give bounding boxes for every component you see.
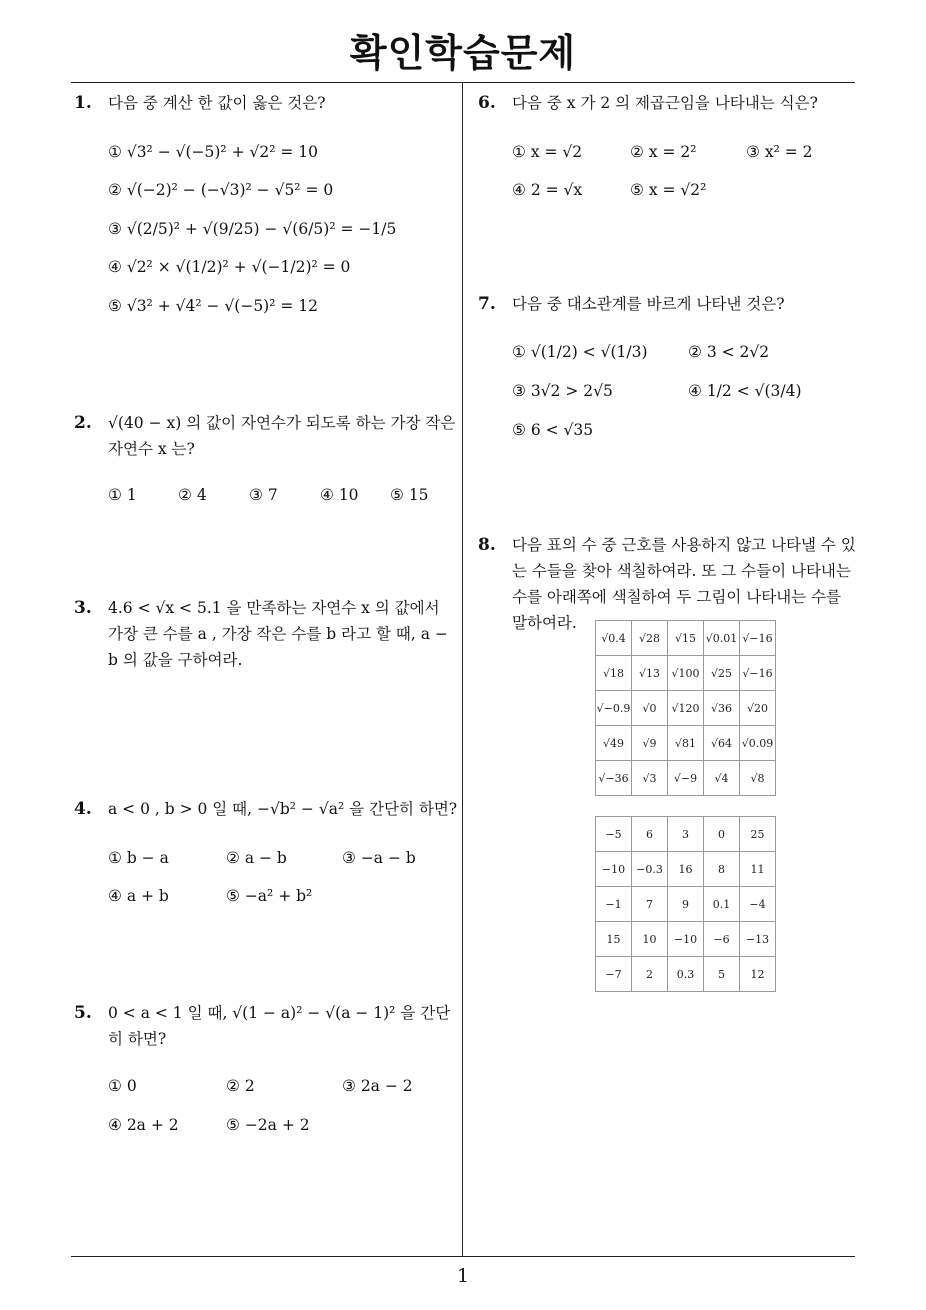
page-title: 확인학습문제 [349, 31, 577, 75]
table-cell[interactable]: 3 [668, 817, 704, 852]
question-number: 8. [478, 535, 496, 555]
question-text: √(40 − x) 의 값이 자연수가 되도록 하는 가장 작은 자연수 x 는? [108, 414, 456, 458]
question-number: 1. [74, 93, 92, 113]
table-cell[interactable]: 12 [740, 957, 776, 992]
table-row [596, 726, 776, 761]
table-cell[interactable]: −10 [668, 922, 704, 957]
option-4[interactable]: ④ a + b [108, 887, 169, 905]
table-cell[interactable]: 16 [668, 852, 704, 887]
option-1[interactable]: ① 0 [108, 1077, 137, 1095]
table-row [596, 761, 776, 796]
option-3[interactable]: ③ 2a − 2 [342, 1077, 413, 1095]
table-cell[interactable]: 11 [740, 852, 776, 887]
option-1[interactable]: ① b − a [108, 849, 169, 867]
table-cell[interactable]: 25 [740, 817, 776, 852]
sqrt-grid-table [595, 620, 776, 796]
table-cell[interactable]: √0 [632, 691, 668, 726]
table-cell[interactable]: 15 [596, 922, 632, 957]
page-number: 1 [456, 1265, 470, 1287]
table-cell[interactable]: √36 [704, 691, 740, 726]
option-5[interactable]: ⑤ x = √2² [630, 181, 707, 199]
table-cell[interactable]: √−0.9 [596, 691, 632, 726]
table-row [596, 817, 776, 852]
question-number: 6. [478, 93, 496, 113]
question-6 [478, 90, 858, 116]
table-cell[interactable]: −4 [740, 887, 776, 922]
option-3[interactable]: ③ x² = 2 [746, 143, 813, 161]
table-cell[interactable]: √81 [668, 726, 704, 761]
table-cell[interactable]: 9 [668, 887, 704, 922]
table-cell[interactable]: √49 [596, 726, 632, 761]
question-7 [478, 291, 858, 317]
question-text: 다음 중 대소관계를 바르게 나타낸 것은? [512, 295, 785, 313]
table-cell[interactable]: −1 [596, 887, 632, 922]
option-4[interactable]: ④ 2a + 2 [108, 1116, 179, 1134]
table-cell[interactable]: −10 [596, 852, 632, 887]
table-cell[interactable]: −13 [740, 922, 776, 957]
table-cell[interactable]: 0 [704, 817, 740, 852]
question-number: 3. [74, 598, 92, 618]
option-2[interactable]: ② √(−2)² − (−√3)² − √5² = 0 [108, 181, 334, 199]
table-cell[interactable]: √3 [632, 761, 668, 796]
table-cell[interactable]: −6 [704, 922, 740, 957]
table-cell[interactable]: √0.09 [740, 726, 776, 761]
question-number: 2. [74, 413, 92, 433]
question-number: 4. [74, 799, 92, 819]
option-4[interactable]: ④ 10 [320, 486, 359, 504]
question-1 [74, 90, 459, 116]
table-cell[interactable]: √4 [704, 761, 740, 796]
table-row [596, 922, 776, 957]
question-text: 다음 표의 수 중 근호를 사용하지 않고 나타낼 수 있는 수들을 찾아 색칠하여라. 또 그 수들이 나타내는 수를 아래쪽에 색칠하여 두 그림이 나타내는 수를 말하여라. [512, 536, 856, 632]
table-cell[interactable]: 10 [632, 922, 668, 957]
table-cell[interactable]: 6 [632, 817, 668, 852]
table-cell[interactable]: √9 [632, 726, 668, 761]
option-1[interactable]: ① x = √2 [512, 143, 583, 161]
table-cell[interactable]: √15 [668, 621, 704, 656]
option-1[interactable]: ① 1 [108, 486, 137, 504]
option-3[interactable]: ③ 7 [249, 486, 278, 504]
table-cell[interactable]: √−16 [740, 656, 776, 691]
option-2[interactable]: ② 3 < 2√2 [688, 343, 770, 361]
table-row [596, 887, 776, 922]
table-cell[interactable]: √28 [632, 621, 668, 656]
top-rule [71, 82, 855, 83]
option-4[interactable]: ④ √2² × √(1/2)² + √(−1/2)² = 0 [108, 258, 351, 276]
question-5 [74, 1000, 459, 1052]
table-cell[interactable]: √−36 [596, 761, 632, 796]
question-text: 4.6 < √x < 5.1 을 만족하는 자연수 x 의 값에서 가장 큰 수를 a , 가장 작은 수를 b 라고 할 때, a − b 의 값을 구하여라. [108, 599, 448, 669]
table-cell[interactable]: √18 [596, 656, 632, 691]
table-cell[interactable]: 0.1 [704, 887, 740, 922]
table-cell[interactable]: √13 [632, 656, 668, 691]
option-5[interactable]: ⑤ −2a + 2 [226, 1116, 310, 1134]
table-row [596, 691, 776, 726]
table-cell[interactable]: √120 [668, 691, 704, 726]
table-cell[interactable]: √0.4 [596, 621, 632, 656]
question-4 [74, 796, 459, 822]
table-cell[interactable]: 2 [632, 957, 668, 992]
table-row [596, 957, 776, 992]
option-3[interactable]: ③ −a − b [342, 849, 416, 867]
table-cell[interactable]: √20 [740, 691, 776, 726]
question-number: 5. [74, 1003, 92, 1023]
option-5[interactable]: ⑤ √3² + √4² − √(−5)² = 12 [108, 297, 319, 315]
table-cell[interactable]: −5 [596, 817, 632, 852]
option-4[interactable]: ④ 2 = √x [512, 181, 583, 199]
option-3[interactable]: ③ 3√2 > 2√5 [512, 382, 613, 400]
question-2 [74, 410, 459, 462]
table-cell[interactable]: √0.01 [704, 621, 740, 656]
option-5[interactable]: ⑤ 15 [390, 486, 429, 504]
table-cell[interactable]: √100 [668, 656, 704, 691]
option-4[interactable]: ④ 1/2 < √(3/4) [688, 382, 802, 400]
column-divider [462, 82, 463, 1257]
table-cell[interactable]: −0.3 [632, 852, 668, 887]
table-cell[interactable]: √8 [740, 761, 776, 796]
option-1[interactable]: ① √(1/2) < √(1/3) [512, 343, 648, 361]
table-cell[interactable]: √−9 [668, 761, 704, 796]
question-text: 다음 중 계산 한 값이 옳은 것은? [108, 94, 326, 112]
table-cell[interactable]: √25 [704, 656, 740, 691]
table-row [596, 656, 776, 691]
table-cell[interactable]: 8 [704, 852, 740, 887]
option-1[interactable]: ① √3² − √(−5)² + √2² = 10 [108, 143, 319, 161]
option-2[interactable]: ② 2 [226, 1077, 255, 1095]
question-text: 다음 중 x 가 2 의 제곱근임을 나타내는 식은? [512, 94, 818, 112]
table-row [596, 852, 776, 887]
question-number: 7. [478, 294, 496, 314]
table-cell[interactable]: 5 [704, 957, 740, 992]
option-2[interactable]: ② a − b [226, 849, 287, 867]
option-3[interactable]: ③ √(2/5)² + √(9/25) − √(6/5)² = −1/5 [108, 220, 397, 238]
question-text: 0 < a < 1 일 때, √(1 − a)² − √(a − 1)² 을 간단히 하면? [108, 1004, 451, 1048]
question-3 [74, 595, 459, 673]
option-2[interactable]: ② 4 [178, 486, 207, 504]
option-2[interactable]: ② x = 2² [630, 143, 697, 161]
table-cell[interactable]: √−16 [740, 621, 776, 656]
bottom-rule [71, 1256, 855, 1257]
table-cell[interactable]: 0.3 [668, 957, 704, 992]
number-grid-table [595, 816, 776, 992]
table-row [596, 621, 776, 656]
option-5[interactable]: ⑤ −a² + b² [226, 887, 313, 905]
table-cell[interactable]: √64 [704, 726, 740, 761]
option-5[interactable]: ⑤ 6 < √35 [512, 421, 594, 439]
question-text: a < 0 , b > 0 일 때, −√b² − √a² 을 간단히 하면? [108, 800, 458, 818]
table-cell[interactable]: 7 [632, 887, 668, 922]
table-cell[interactable]: −7 [596, 957, 632, 992]
